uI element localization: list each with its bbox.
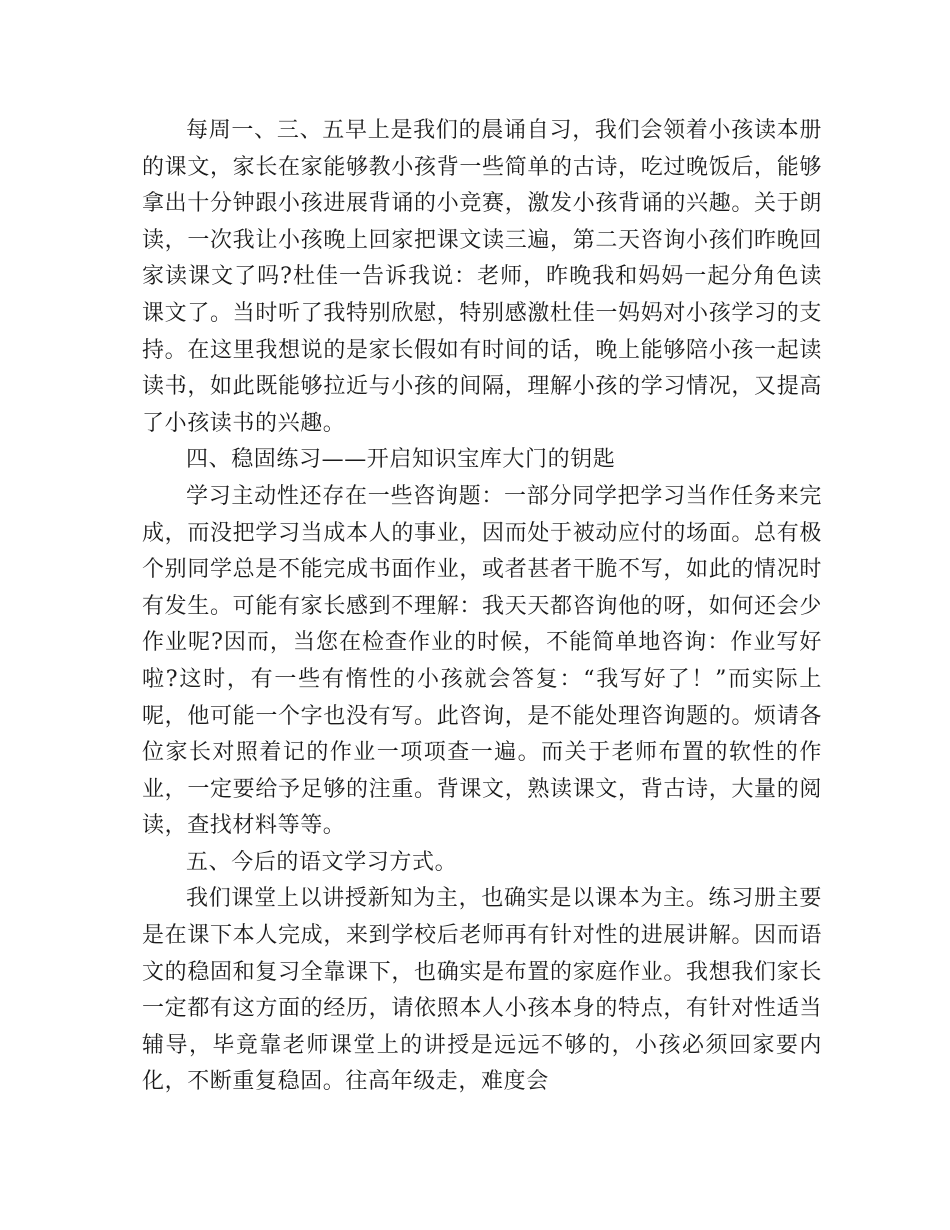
- section-heading-future-study: 五、今后的语文学习方式。: [186, 849, 458, 875]
- document-body: [142, 113, 822, 1101]
- paragraph-homework-issues: 学习主动性还存在一些咨询题：一部分同学把学习当作任务来完成，而没把学习当成本人的事业，因而处于被动应付的场面。总有极个别同学总是不能完成书面作业，或者甚者干脆不写，如此的情况时有发生。可能有家长感到不理解：我天天都咨询他的呀，如何还会少作业呢?因而，当您在检查作业的时候，不能简单地咨询：作业写好啦?这时，有一些有惰性的小孩就会答复：“我写好了！”而实际上呢，他可能一个字也没有写。此咨询，是不能处理咨询题的。烦请各位家长对照着记的作业一项项查一遍。而关于老师布置的软性的作业，一定要给予足够的注重。背课文，熟读课文，背古诗，大量的阅读，查找材料等等。: [142, 483, 822, 839]
- section-heading-practice: 四、稳固练习——开启知识宝库大门的钥匙: [186, 447, 616, 473]
- paragraph-morning-reading: 每周一、三、五早上是我们的晨诵自习，我们会领着小孩读本册的课文，家长在家能够教小孩背一些简单的古诗，吃过晚饭后，能够拿出十分钟跟小孩进展背诵的小竞赛，激发小孩背诵的兴趣。关于朗读，一次我让小孩晚上回家把课文读三遍，第二天咨询小孩们昨晚回家读课文了吗?杜佳一告诉我说：老师，昨晚我和妈妈一起分角色读课文了。当时听了我特别欣慰，特别感激杜佳一妈妈对小孩学习的支持。在这里我想说的是家长假如有时间的话，晚上能够陪小孩一起读读书，如此既能够拉近与小孩的间隔，理解小孩的学习情况，又提高了小孩读书的兴趣。: [142, 118, 822, 436]
- paragraph-class-method: 我们课堂上以讲授新知为主，也确实是以课本为主。练习册主要是在课下本人完成，来到学校后老师再有针对性的进展讲解。因而语文的稳固和复习全靠课下，也确实是布置的家庭作业。我想我们家长一定都有这方面的经历，请依照本人小孩本身的特点，有针对性适当辅导，毕竟靠老师课堂上的讲授是远远不够的，小孩必须回家要内化，不断重复稳固。往高年级走，难度会: [142, 886, 822, 1095]
